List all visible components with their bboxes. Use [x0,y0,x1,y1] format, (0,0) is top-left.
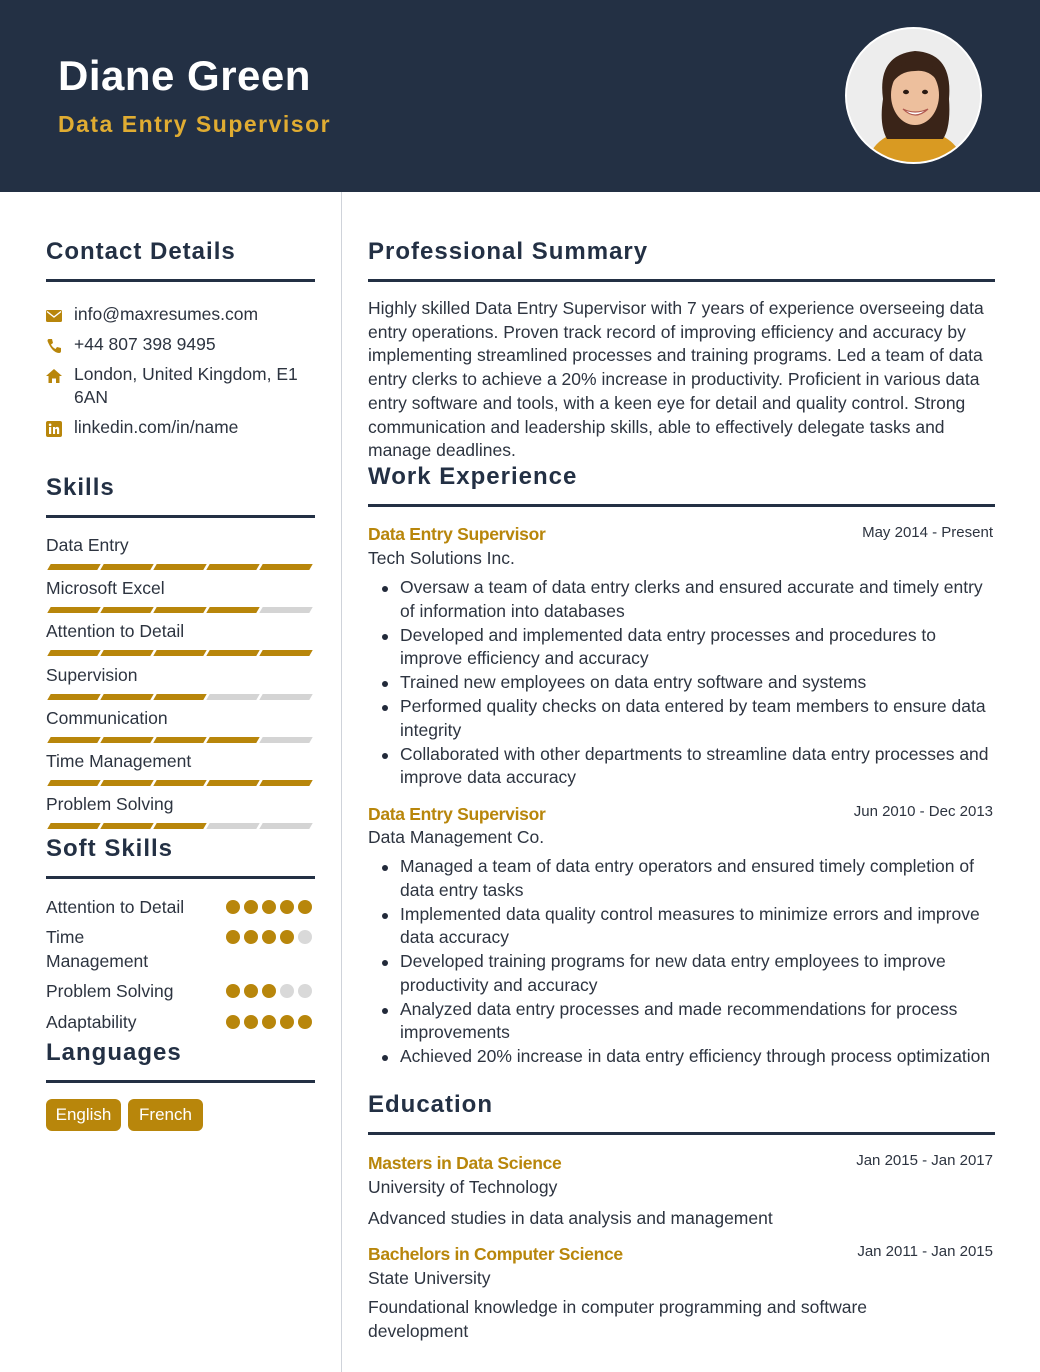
skill-level-segment [100,780,153,786]
skill-level-segment [47,737,100,743]
job-dates: Jun 2010 - Dec 2013 [853,803,993,820]
skills-rule [46,515,315,518]
education-heading: Education [368,1091,494,1118]
list-item: Achieved 20% increase in data entry efficiency through process optimization [400,1045,995,1069]
skill-level-bar [46,564,314,570]
soft-skills-heading: Soft Skills [46,835,174,862]
skill-level-segment [153,650,206,656]
skill-level-segment [259,650,312,656]
rating-dot [262,900,276,914]
list-item: Managed a team of data entry operators and ensured timely completion of data entry tasks [400,855,995,902]
summary-rule [368,279,995,282]
skill-label: Attention to Detail [46,621,185,641]
job-role: Data Entry Supervisor [368,804,546,824]
skill-level-segment [47,694,100,700]
job-role: Data Entry Supervisor [368,524,546,544]
skill-level-bar [46,650,314,656]
skill-level-segment [153,564,206,570]
skill-level-segment [47,564,100,570]
soft-skill-label: Attention to Detail [46,897,185,917]
skill-label: Supervision [46,665,138,685]
skill-level-segment [100,823,153,829]
email-text: info@maxresumes.com [74,304,259,324]
rating-dot [262,930,276,944]
skill-level-bar [46,607,314,613]
skill-level-bar [46,737,314,743]
skill-level-segment [100,564,153,570]
job-company: Data Management Co. [368,827,545,847]
job-company: Tech Solutions Inc. [368,548,515,568]
rating-dot [262,984,276,998]
soft-skill-rating [226,1015,316,1029]
rating-dot [298,900,312,914]
skill-level-segment [47,650,100,656]
skill-label: Time Management [46,751,192,771]
rating-dot [244,930,258,944]
job-dates: May 2014 - Present [862,524,993,541]
soft-skill-label: Time Management [46,927,149,971]
skill-level-bar [46,780,314,786]
languages-heading: Languages [46,1039,182,1066]
education-rule [368,1132,995,1135]
skill-level-segment [259,564,312,570]
home-icon [46,367,62,383]
column-divider [341,192,342,1372]
soft-skills-rule [46,876,315,879]
skill-level-segment [153,607,206,613]
soft-skill-rating [226,900,316,914]
list-item: Developed and implemented data entry processes and procedures to improve efficiency and accuracy [400,624,995,671]
skill-level-segment [206,564,259,570]
rating-dot [226,930,240,944]
skill-level-segment [153,780,206,786]
skill-level-segment [100,607,153,613]
list-item: Oversaw a team of data entry clerks and ensured accurate and timely entry of information into databases [400,576,995,623]
list-item: Implemented data quality control measures to minimize errors and improve data accuracy [400,903,995,950]
rating-dot [298,984,312,998]
contact-rule [46,279,315,282]
degree-title: Masters in Data Science [368,1153,562,1173]
skill-label: Problem Solving [46,794,174,814]
skill-label: Microsoft Excel [46,578,165,598]
job-bullets [400,855,995,1069]
rating-dot [280,930,294,944]
skill-level-segment [206,780,259,786]
rating-dot [280,900,294,914]
rating-dot [244,900,258,914]
degree-dates: Jan 2011 - Jan 2015 [857,1243,993,1260]
skill-level-segment [153,694,206,700]
experience-rule [368,504,995,507]
linkedin-text: linkedin.com/in/name [74,417,239,437]
experience-heading: Work Experience [368,463,578,490]
rating-dot [244,1015,258,1029]
skill-level-segment [100,650,153,656]
linkedin-icon [46,420,62,436]
candidate-name: Diane Green [58,52,311,99]
rating-dot [226,900,240,914]
job-bullets [400,576,995,790]
address-text: London, United Kingdom, E1 6AN [74,364,298,407]
skill-level-segment [259,823,312,829]
skill-level-segment [206,650,259,656]
contact-heading: Contact Details [46,238,236,265]
skills-heading: Skills [46,474,115,501]
skill-level-segment [153,737,206,743]
rating-dot [226,984,240,998]
skill-level-segment [206,694,259,700]
skill-level-segment [259,694,312,700]
skill-level-segment [206,607,259,613]
rating-dot [298,1015,312,1029]
skill-level-segment [47,780,100,786]
rating-dot [244,984,258,998]
skill-label: Communication [46,708,168,728]
skill-level-bar [46,694,314,700]
skill-level-segment [206,737,259,743]
list-item: Developed training programs for new data entry employees to improve productivity and accuracy [400,950,995,997]
skill-label: Data Entry [46,535,129,555]
soft-skill-label: Adaptability [46,1012,137,1032]
list-item: Performed quality checks on data entered by team members to ensure data integrity [400,695,995,742]
list-item: Trained new employees on data entry software and systems [400,671,995,695]
degree-title: Bachelors in Computer Science [368,1244,623,1264]
candidate-title: Data Entry Supervisor [58,111,332,137]
degree-school: State University [368,1268,491,1288]
rating-dot [280,1015,294,1029]
degree-school: University of Technology [368,1177,558,1197]
summary-heading: Professional Summary [368,238,649,265]
profile-photo [845,27,982,164]
degree-dates: Jan 2015 - Jan 2017 [856,1152,993,1169]
rating-dot [226,1015,240,1029]
languages-rule [46,1080,315,1083]
skill-level-segment [47,823,100,829]
phone-text: +44 807 398 9495 [74,334,216,354]
language-pill: English [46,1099,121,1131]
rating-dot [262,1015,276,1029]
rating-dot [298,930,312,944]
list-item: Analyzed data entry processes and made recommendations for process improvements [400,998,995,1045]
skill-level-segment [100,694,153,700]
skill-level-segment [259,607,312,613]
phone-icon [46,337,62,353]
skill-level-segment [259,780,312,786]
soft-skill-rating [226,984,316,998]
resume-header [0,0,1040,192]
rating-dot [280,984,294,998]
degree-description: Foundational knowledge in computer programming and software development [368,1297,868,1341]
summary-text: Highly skilled Data Entry Supervisor with 7 years of experience overseeing data entry operations. Proven track record of improving efficiency and accuracy by implementing streamlined processes and training programs. Led a team of data entry clerks to achieve a 20% increase in productivity. Proficient in various data entry software and tools, with a keen eye for detail and quality control. Strong communication and leadership skills, able to effectively delegate tasks and manage deadlines. [368,298,984,461]
skill-level-bar [46,823,314,829]
skill-level-segment [47,607,100,613]
skill-level-segment [206,823,259,829]
list-item: Collaborated with other departments to streamline data entry processes and improve data accuracy [400,743,995,790]
envelope-icon [46,307,62,323]
language-pill: French [128,1099,203,1131]
degree-description: Advanced studies in data analysis and management [368,1208,773,1228]
soft-skill-label: Problem Solving [46,981,174,1001]
skill-level-segment [153,823,206,829]
skill-level-segment [100,737,153,743]
soft-skill-rating [226,930,316,944]
skill-level-segment [259,737,312,743]
